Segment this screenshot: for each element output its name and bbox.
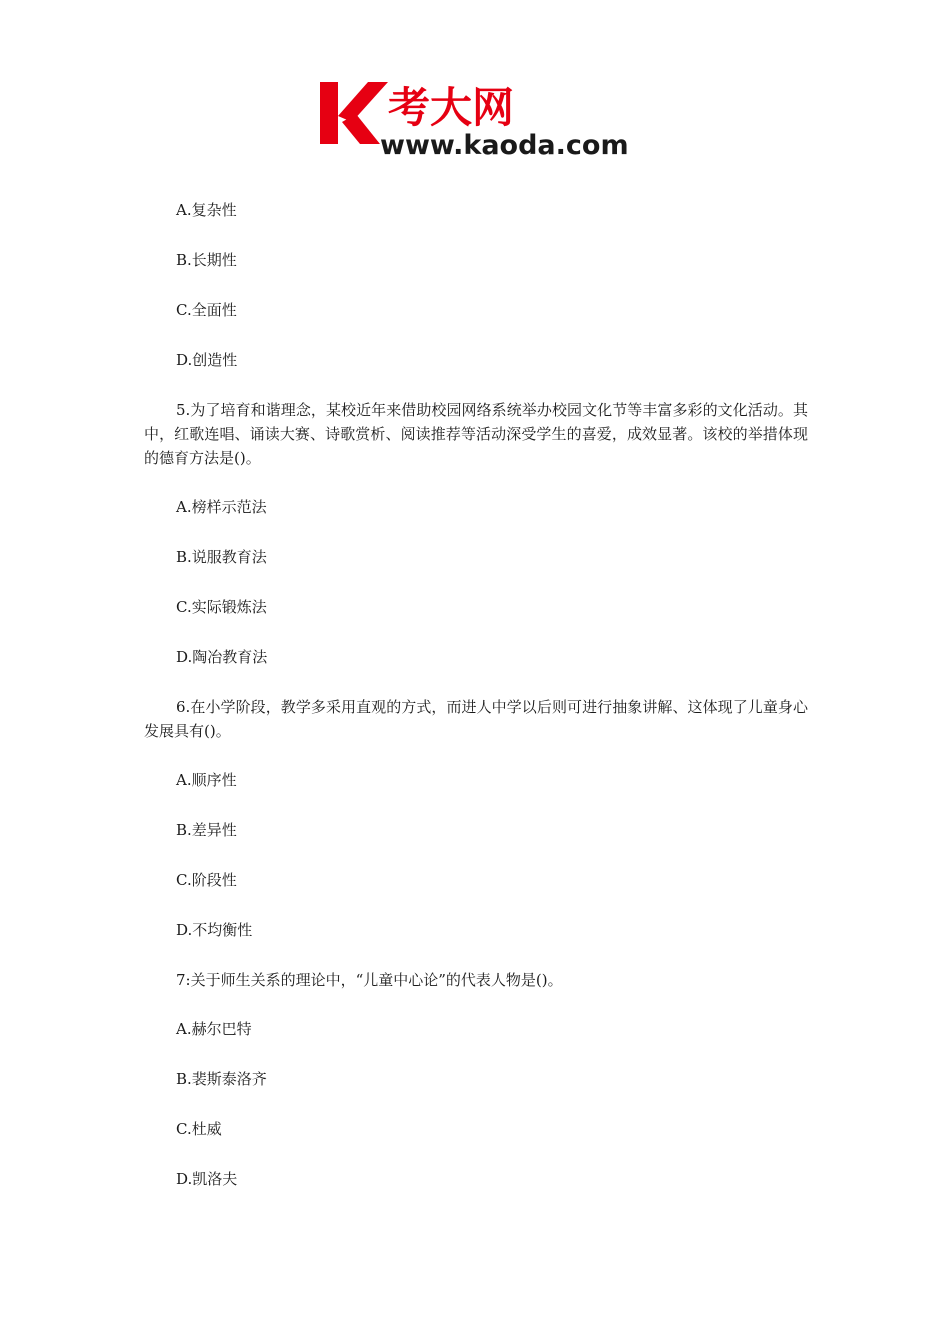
option-line: D.凯洛夫 (176, 1170, 238, 1188)
option-line: A.复杂性 (176, 201, 237, 219)
kaoda-logo-graphic (318, 78, 640, 162)
option-line: D.创造性 (176, 351, 238, 369)
question-7: 7:关于师生关系的理论中，“儿童中心论”的代表人物是()。 (176, 971, 563, 989)
document-body (144, 198, 808, 1217)
option-line: C.实际锻炼法 (176, 598, 267, 616)
logo-k-upper-arm (338, 82, 388, 122)
option-line: C.阶段性 (176, 871, 237, 889)
option-line: A.赫尔巴特 (176, 1020, 252, 1038)
question-6: 6.在小学阶段，教学多采用直观的方式，而进人中学以后则可进行抽象讲解、这体现了儿童身心发展具有()。 (144, 698, 808, 740)
option-line: B.说服教育法 (176, 548, 267, 566)
logo-k-stem (320, 82, 338, 144)
option-line: D.陶冶教育法 (176, 648, 268, 666)
question-5: 5.为了培育和谐理念，某校近年来借助校园网络系统举办校园文化节等丰富多彩的文化活动。其中，红歌连唱、诵读大赛、诗歌赏析、阅读推荐等活动深受学生的喜爱，成效显著。该校的举措体现的德育方法是()。 (144, 401, 808, 467)
option-line: D.不均衡性 (176, 921, 253, 939)
kaoda-logo (318, 78, 640, 162)
logo-brand-text: 考大网 (388, 83, 515, 132)
option-line: B.长期性 (176, 251, 237, 269)
option-line: A.顺序性 (176, 771, 237, 789)
option-line: A.榜样示范法 (176, 498, 267, 516)
option-line: B.裴斯泰洛齐 (176, 1070, 267, 1088)
option-line: C.杜威 (176, 1120, 222, 1138)
logo-url-text: www.kaoda.com (380, 130, 629, 161)
option-line: B.差异性 (176, 821, 237, 839)
option-line: C.全面性 (176, 301, 237, 319)
